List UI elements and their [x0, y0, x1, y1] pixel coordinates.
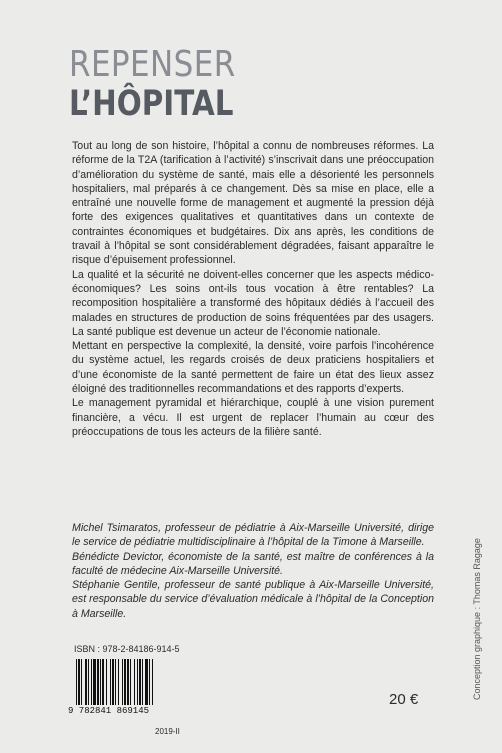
barcode-bar: [76, 659, 77, 705]
barcode-bar: [102, 659, 104, 705]
isbn-label: ISBN : 978-2-84186-914-5: [74, 644, 180, 654]
author-bios: [72, 521, 434, 621]
body-paragraph-4: Le management pyramidal et hiérarchique, couplé à une vision purement financière, a vécu. Il est urgent de replacer l’humain au cœur des préoccupations de tous les acteurs de la filière santé.: [72, 397, 434, 438]
barcode-bar: [142, 659, 143, 705]
barcode-digits: 9 782841 869145: [68, 706, 150, 716]
barcode-bar: [110, 659, 111, 705]
barcode-bar: [139, 659, 141, 705]
barcode-bar: [152, 659, 153, 705]
body-paragraph-2: La qualité et la sécurité ne doivent-elles concerner que les aspects médico-économiques? Les soins ont-ils tous vocation à être rentables? La recomposition hospitalière a transformé des hôpitaux dédiés à l’accueil des malades en structures de production de soins fréquentées par des usagers. La santé publique est devenue un acteur de l’économie nationale.: [72, 268, 434, 338]
barcode-bar: [106, 659, 107, 705]
barcode-bar: [81, 659, 82, 705]
body-paragraph-3: Mettant en perspective la complexité, la densité, voire parfois l’incohérence du système actuel, les regards croisés de deux praticiens hospitaliers et d’une économiste de la santé permettent de faire un état des lieux assez éloigné des traditionnelles recommandations et des rapports d’experts.: [72, 340, 434, 396]
author-bio-1: Michel Tsimaratos, professeur de pédiatrie à Aix-Marseille Université, dirige le service de pédiatrie multidisciplinaire à l’hôpital de la Timone à Marseille.: [72, 522, 434, 549]
design-credit: Conception graphique : Thomas Ragage: [472, 538, 482, 700]
print-code: 2019-II: [155, 727, 180, 736]
barcode-bar: [78, 659, 80, 705]
barcode-bar: [137, 659, 138, 705]
barcode-bar: [97, 659, 99, 705]
barcode-bar: [124, 659, 126, 705]
barcode-bar: [100, 659, 101, 705]
barcode-bar: [112, 659, 114, 705]
barcode-bar: [118, 659, 119, 705]
title-line-2: L’HÔPITAL: [69, 84, 234, 124]
barcode-bars: [72, 659, 172, 709]
title-line-1: REPENSER: [69, 44, 236, 85]
barcode-bar: [88, 659, 89, 705]
barcode-bar: [85, 659, 87, 705]
barcode-bar: [134, 659, 135, 705]
back-cover-text: [72, 139, 434, 439]
body-paragraph-1: Tout au long de son histoire, l’hôpital a connu de nombreuses réformes. La réforme de la T2A (tarification à l’activité) s’inscrivait dans une préoccupation d’amélioration du système de santé, mais elle a désorienté les personnels hospitaliers, mal préparés à ce changement. Dès sa mise en place, elle a entraîné une nouvelle forme de management et augmenté la pression déjà forte des exigences qualitatives et quantitatives dans un contexte de contraintes économiques et budgétaires. Dix ans après, les conditions de travail à l’hôpital se sont considérablement dégradées, faisant apparaître le risque d’épuisement professionnel.: [72, 140, 434, 267]
barcode-bar: [145, 659, 148, 705]
barcode-bar: [122, 659, 123, 705]
author-bio-2: Bénédicte Devictor, économiste de la santé, est maître de conférences à la faculté de médecine Aix-Marseille Université.: [72, 550, 434, 577]
barcode-bar: [115, 659, 116, 705]
price: 20 €: [389, 691, 419, 708]
author-bio-3: Stéphanie Gentile, professeur de santé publique à Aix-Marseille Université, est responsable du service d’évaluation médicale à l’hôpital de la Conception à Marseille.: [72, 579, 434, 620]
barcode-bar: [91, 659, 92, 705]
barcode-bar: [93, 659, 96, 705]
barcode-bar: [149, 659, 150, 705]
barcode-bar: [130, 659, 131, 705]
barcode-bar: [127, 659, 129, 705]
